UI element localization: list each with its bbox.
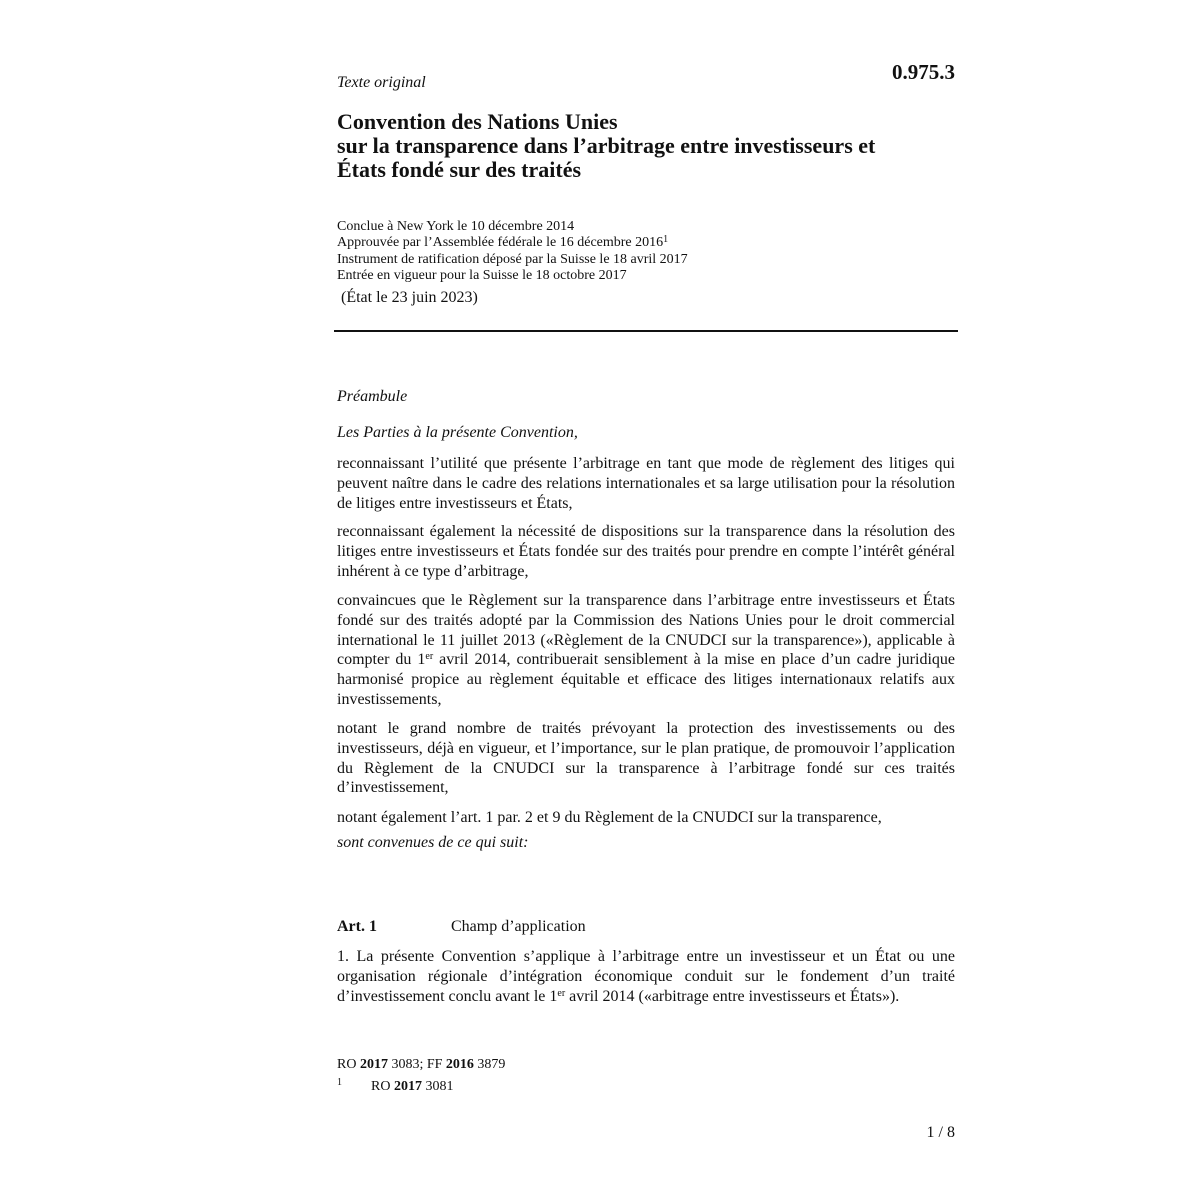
- preamble-p3-part-b: avril 2014, contribuerait sensiblement à la mise en place d’un cadre juridique harmonisé propice au règlement équitable et efficace des litiges internationaux relatifs aux investissements,: [337, 651, 956, 708]
- preamble-heading: Préambule: [337, 388, 408, 405]
- ratification-line: Instrument de ratification déposé par la Suisse le 18 avril 2017: [337, 251, 688, 267]
- ff-page: 3879: [473, 1057, 506, 1072]
- superscript-er: er: [557, 987, 566, 999]
- article-1-number: Art. 1: [337, 918, 377, 935]
- preamble-paragraph-3: [337, 591, 955, 710]
- document-title: [337, 110, 955, 182]
- article-1-title: Champ d’application: [451, 918, 586, 935]
- entry-into-force-line: Entrée en vigueur pour la Suisse le 18 octobre 2017: [337, 267, 627, 283]
- preamble-paragraph-1: reconnaissant l’utilité que présente l’arbitrage en tant que mode de règlement des litiges qui peuvent naître dans le cadre des relations internationales et sa large utilisation pour la résolution de litiges entre investisseurs et États,: [337, 455, 955, 512]
- approved-text: Approuvée par l’Assemblée fédérale le 16 décembre 2016: [337, 235, 664, 251]
- title-line-2: sur la transparence dans l’arbitrage entre investisseurs et: [337, 133, 876, 158]
- ro-prefix: RO: [337, 1057, 360, 1072]
- preamble-paragraph-5: notant également l’art. 1 par. 2 et 9 du Règlement de la CNUDCI sur la transparence,: [337, 809, 882, 826]
- footnote-1-year: 2017: [393, 1079, 422, 1094]
- title-line-1: Convention des Nations Unies: [337, 109, 618, 134]
- article-1-paragraph-1: [337, 947, 955, 1006]
- treaty-metadata: [337, 219, 955, 284]
- preamble-paragraph-2: reconnaissant également la nécessité de dispositions sur la transparence dans la résolution des litiges entre investisseurs et États fondée sur des traités pour prendre en compte l’intérêt général inhérent à ce type d’arbitrage,: [337, 523, 955, 580]
- footnote-ref-1[interactable]: 1: [663, 234, 669, 246]
- article-1-p1-part-b: avril 2014 («arbitrage entre investisseurs et États»).: [565, 987, 900, 1005]
- preamble-p3-part-a: convaincues que le Règlement sur la transparence dans l’arbitrage entre investisseurs et États fondé sur des traités adopté par la Commission des Nations Unies pour le droit commercial international le 11 juillet 2013 («Règlement de la CNUDCI sur la transparence»), applicable à compter du 1: [337, 592, 955, 669]
- ro-year: 2017: [359, 1057, 388, 1072]
- footnote-ro-reference: [337, 1057, 505, 1073]
- superscript-er: er: [425, 651, 434, 663]
- article-1-p1-part-a: 1. La présente Convention s’applique à l’arbitrage entre un investisseur et un État ou une organisation régionale d’intégration économique conduit sur le fondement d’un traité d’investissement conclu avant le 1: [337, 948, 955, 1005]
- sr-number: 0.975.3: [892, 60, 955, 84]
- title-line-3: États fondé sur des traités: [337, 157, 582, 182]
- original-text-label: Texte original: [337, 74, 426, 91]
- page-number: 1 / 8: [926, 1124, 955, 1141]
- footnote-1-prefix: RO: [371, 1079, 394, 1094]
- footnote-1: 1 RO 2017 3081: [337, 1077, 454, 1094]
- state-date: (État le 23 juin 2023): [341, 289, 478, 306]
- preamble-parties: Les Parties à la présente Convention,: [337, 424, 578, 441]
- approved-line: [337, 235, 955, 251]
- ro-page: 3083; FF: [387, 1057, 446, 1072]
- concluded-line: Conclue à New York le 10 décembre 2014: [337, 219, 575, 234]
- preamble-paragraph-4: notant le grand nombre de traités prévoyant la protection des investissements ou des investisseurs, déjà en vigueur, et l’importance, sur le plan pratique, de promouvoir l’application du Règlement de la CNUDCI sur la transparence à l’arbitrage fondé sur ces traités d’investissement,: [337, 720, 955, 797]
- ff-year: 2016: [445, 1057, 474, 1072]
- footnote-1-page: 3081: [421, 1079, 454, 1094]
- preamble-agreed: sont convenues de ce qui suit:: [337, 834, 529, 851]
- header-divider: [334, 330, 958, 332]
